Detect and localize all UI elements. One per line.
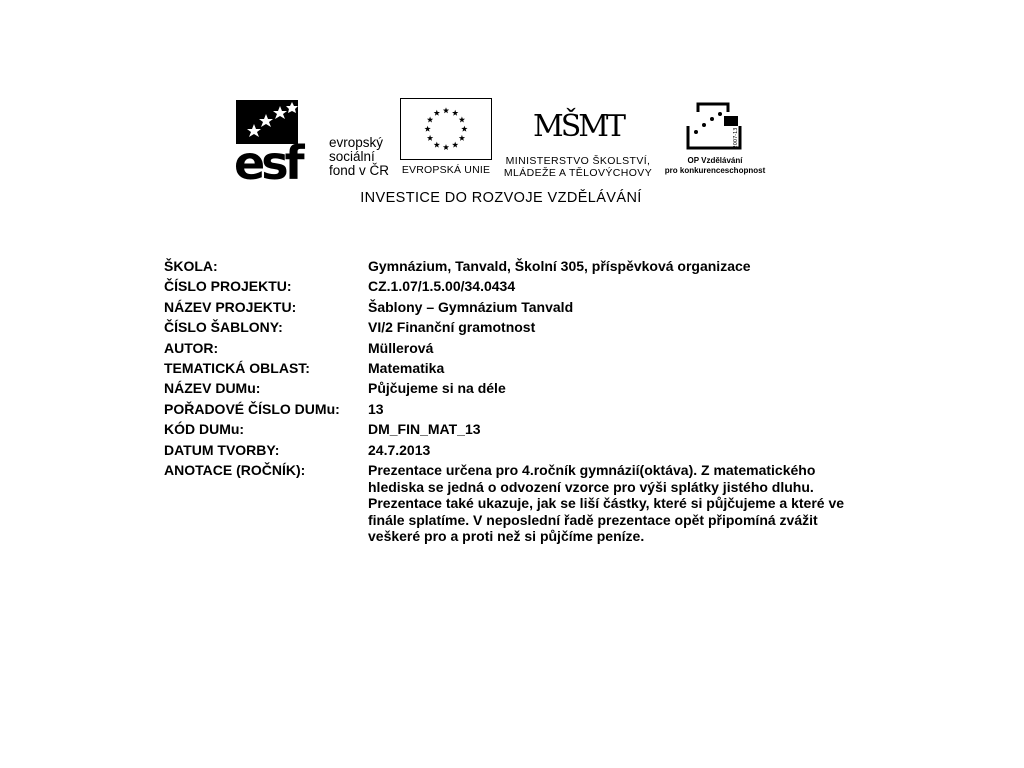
eu-star-icon — [427, 135, 433, 141]
eu-star-icon — [461, 126, 467, 132]
eu-star-icon — [459, 135, 465, 141]
metadata-value: Prezentace určena pro 4.ročník gymnázií(oktáva). Z matematického hlediska se jedná o odvození vzorce pro výši splátky jistého dluhu. Prezentace také ukazuje, jak se liší částky, které si půjčujeme a které ve finále splatíme. V neposlední řadě prezentace opět připomíná zvážit veškeré pro a proti než si půjčíme peníze. — [368, 462, 845, 545]
msmt-logo — [498, 96, 658, 182]
metadata-label: TEMATICKÁ OBLAST: — [164, 360, 310, 377]
metadata-label: POŘADOVÉ ČÍSLO DUMu: — [164, 400, 340, 417]
msmt-mark-icon — [533, 96, 623, 152]
esf-letters: esf — [234, 136, 301, 190]
metadata-label: ŠKOLA: — [164, 258, 218, 274]
eu-label: EVROPSKÁ UNIE — [401, 164, 491, 176]
metadata-value: 13 — [368, 400, 384, 417]
metadata-label: AUTOR: — [164, 339, 219, 356]
metadata-value: VI/2 Finanční gramotnost — [368, 319, 536, 336]
op-years: 2007-13 — [733, 127, 739, 149]
op-mark-icon — [684, 98, 744, 152]
metadata-label: ČÍSLO ŠABLONY: — [164, 319, 283, 336]
metadata-label: NÁZEV DUMu: — [164, 380, 261, 397]
metadata-value: CZ.1.07/1.5.00/34.0434 — [368, 278, 516, 295]
metadata-label: KÓD DUMu: — [164, 421, 245, 438]
metadata-row — [164, 297, 864, 317]
metadata-value: DM_FIN_MAT_13 — [368, 421, 481, 438]
eu-star-icon — [434, 142, 440, 148]
metadata-value: Šablony – Gymnázium Tanvald — [368, 298, 574, 315]
metadata-value: Gymnázium, Tanvald, Školní 305, příspěvková organizace — [368, 258, 751, 274]
esf-logo — [234, 100, 396, 190]
metadata-row — [164, 419, 864, 439]
op-logo — [660, 98, 770, 184]
msmt-label: MINISTERSTVO ŠKOLSTVÍ, MLÁDEŽE A TĚLOVÝCHOVY — [503, 155, 653, 179]
metadata-row — [164, 256, 864, 276]
metadata-value: Matematika — [368, 360, 445, 377]
eu-stars-icon — [400, 98, 492, 160]
metadata-row — [164, 440, 864, 460]
op-label: OP Vzdělávání pro konkurenceschopnost — [664, 156, 766, 175]
metadata-row — [164, 378, 864, 398]
eu-star-icon — [427, 117, 433, 123]
metadata-value: 24.7.2013 — [368, 441, 431, 458]
logo-strip — [234, 96, 766, 190]
eu-logo — [400, 98, 492, 182]
metadata-row — [164, 460, 864, 545]
metadata-row — [164, 276, 864, 296]
eu-star-icon — [443, 107, 449, 113]
tagline: INVESTICE DO ROZVOJE VZDĚLÁVÁNÍ — [360, 190, 642, 206]
eu-star-icon — [459, 117, 465, 123]
eu-star-icon — [424, 126, 430, 132]
msmt-letters: MŠMT — [533, 109, 623, 144]
eu-star-icon — [452, 110, 458, 116]
metadata-value: Müllerová — [368, 339, 434, 356]
metadata-label: ANOTACE (ROČNÍK): — [164, 462, 306, 479]
eu-star-icon — [443, 144, 449, 150]
metadata-label: DATUM TVORBY: — [164, 441, 280, 458]
eu-star-icon — [434, 110, 440, 116]
metadata-value: Půjčujeme si na déle — [368, 380, 506, 397]
eu-star-icon — [452, 142, 458, 148]
metadata-table — [164, 256, 864, 545]
metadata-label: ČÍSLO PROJEKTU: — [164, 278, 292, 295]
metadata-row — [164, 317, 864, 337]
esf-words: evropský sociální fond v ČR — [329, 135, 390, 178]
metadata-row — [164, 338, 864, 358]
esf-mark-icon — [234, 100, 322, 190]
metadata-row — [164, 399, 864, 419]
metadata-label: NÁZEV PROJEKTU: — [164, 298, 297, 315]
metadata-row — [164, 358, 864, 378]
